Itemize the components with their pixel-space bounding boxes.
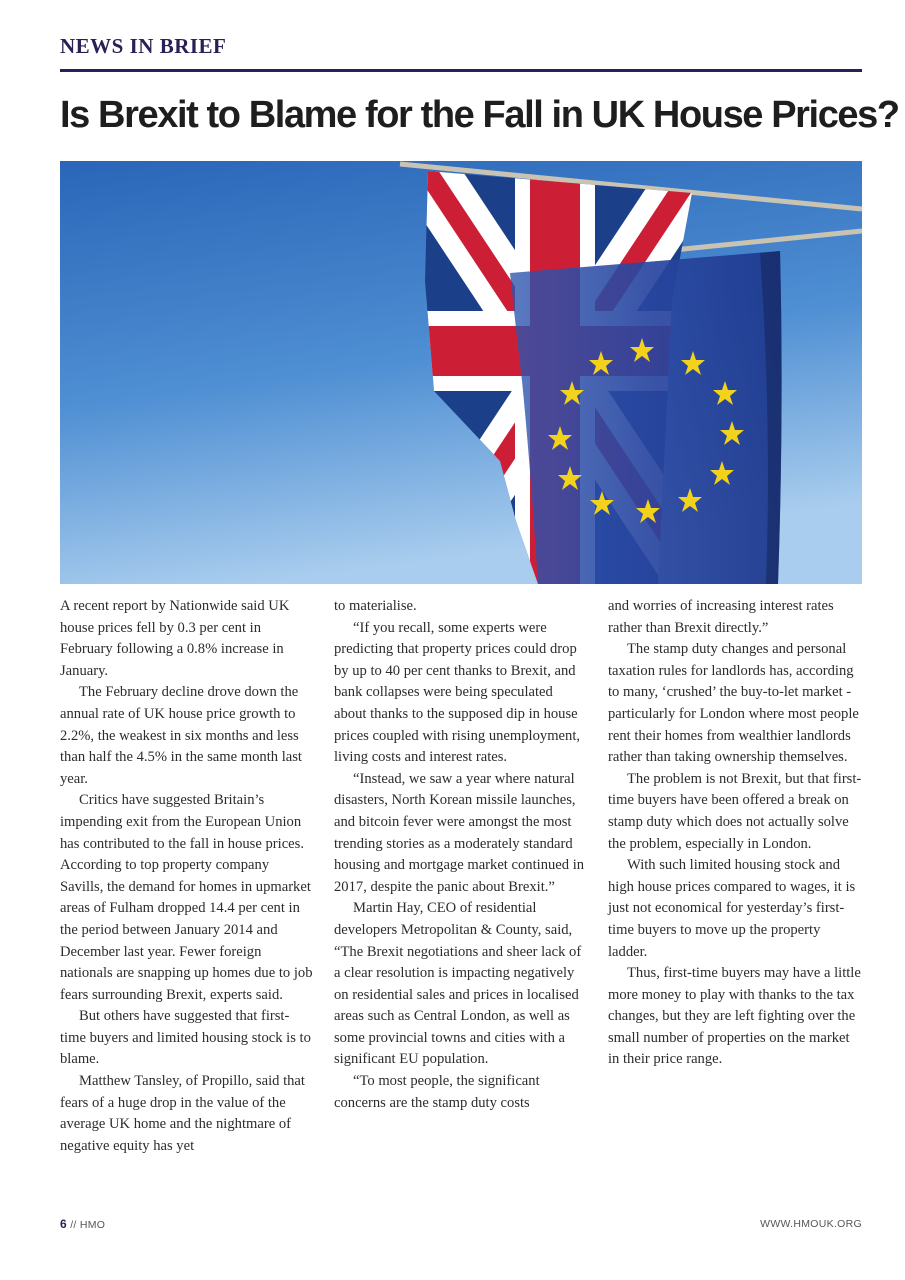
header-divider	[60, 69, 862, 72]
article-headline: Is Brexit to Blame for the Fall in UK House Prices?	[60, 94, 899, 136]
footer-website: WWW.HMOUK.ORG	[760, 1218, 862, 1230]
article-column-1	[60, 596, 314, 1206]
paragraph: But others have suggested that first-time buyers and limited housing stock is to blame.	[60, 1008, 311, 1068]
article-body	[60, 596, 862, 1206]
paragraph: “Instead, we saw a year where natural disasters, North Korean missile launches, and bitcoin fever were amongst the most trending stories as a moderately standard housing and mortgage market continued in 2017, despite the panic about Brexit.”	[334, 770, 585, 895]
hero-image	[60, 161, 862, 584]
flags-photo-icon	[60, 161, 862, 584]
paragraph: “To most people, the significant concerns are the stamp duty costs	[334, 1073, 540, 1111]
page-number: 6	[60, 1217, 67, 1231]
paragraph: “If you recall, some experts were predicting that property prices could drop by up to 40 per cent thanks to Brexit, and bank collapses were being speculated about thanks to the supposed dip in house prices coupled with rising unemployment, living costs and interest rates.	[334, 619, 581, 766]
paragraph: With such limited housing stock and high house prices compared to wages, it is just not economical for yesterday’s first-time buyers to move up the property ladder.	[608, 857, 856, 960]
paragraph: Thus, first-time buyers may have a little more money to play with thanks to the tax changes, but they are left fighting over the small number of properties on the market in their price range.	[608, 965, 861, 1068]
article-column-2	[334, 596, 588, 1206]
paragraph: A recent report by Nationwide said UK house prices fell by 0.3 per cent in February following a 0.8% increase in January.	[60, 598, 290, 679]
footer-page-info	[60, 1217, 105, 1231]
paragraph: The problem is not Brexit, but that first-time buyers have been offered a break on stamp duty which does not actually solve the problem, especially in London.	[608, 770, 862, 852]
paragraph: The stamp duty changes and personal taxation rules for landlords has, according to many, ‘crushed’ the buy-to-let market - particularly for London where most people rent their homes from wealthier landlords rather than taking ownership themselves.	[608, 641, 859, 766]
publication-name: // HMO	[70, 1219, 106, 1231]
paragraph: to materialise.	[334, 598, 417, 614]
paragraph: Matthew Tansley, of Propillo, said that fears of a huge drop in the value of the average UK home and the nightmare of negative equity has yet	[60, 1073, 305, 1154]
paragraph: The February decline drove down the annual rate of UK house price growth to 2.2%, the weakest in six months and less than half the 4.5% in the same month last year.	[60, 684, 302, 787]
paragraph: Critics have suggested Britain’s impending exit from the European Union has contributed to the fall in house prices. According to top property company Savills, the demand for homes in upmarket areas of Fulham dropped 14.4 per cent in the period between January 2014 and December last year. Fewer foreign nationals are snapping up homes due to job fears surrounding Brexit, experts said.	[60, 792, 313, 1003]
paragraph: Martin Hay, CEO of residential developers Metropolitan & County, said, “The Brexit negotiations and sheer lack of a clear resolution is impacting negatively on residential sales and prices in localised areas such as Central London, as well as some provincial towns and cities with a significant EU population.	[334, 900, 582, 1068]
section-label: NEWS IN BRIEF	[60, 34, 227, 58]
article-column-3	[608, 596, 862, 1206]
paragraph: and worries of increasing interest rates rather than Brexit directly.”	[608, 598, 834, 636]
